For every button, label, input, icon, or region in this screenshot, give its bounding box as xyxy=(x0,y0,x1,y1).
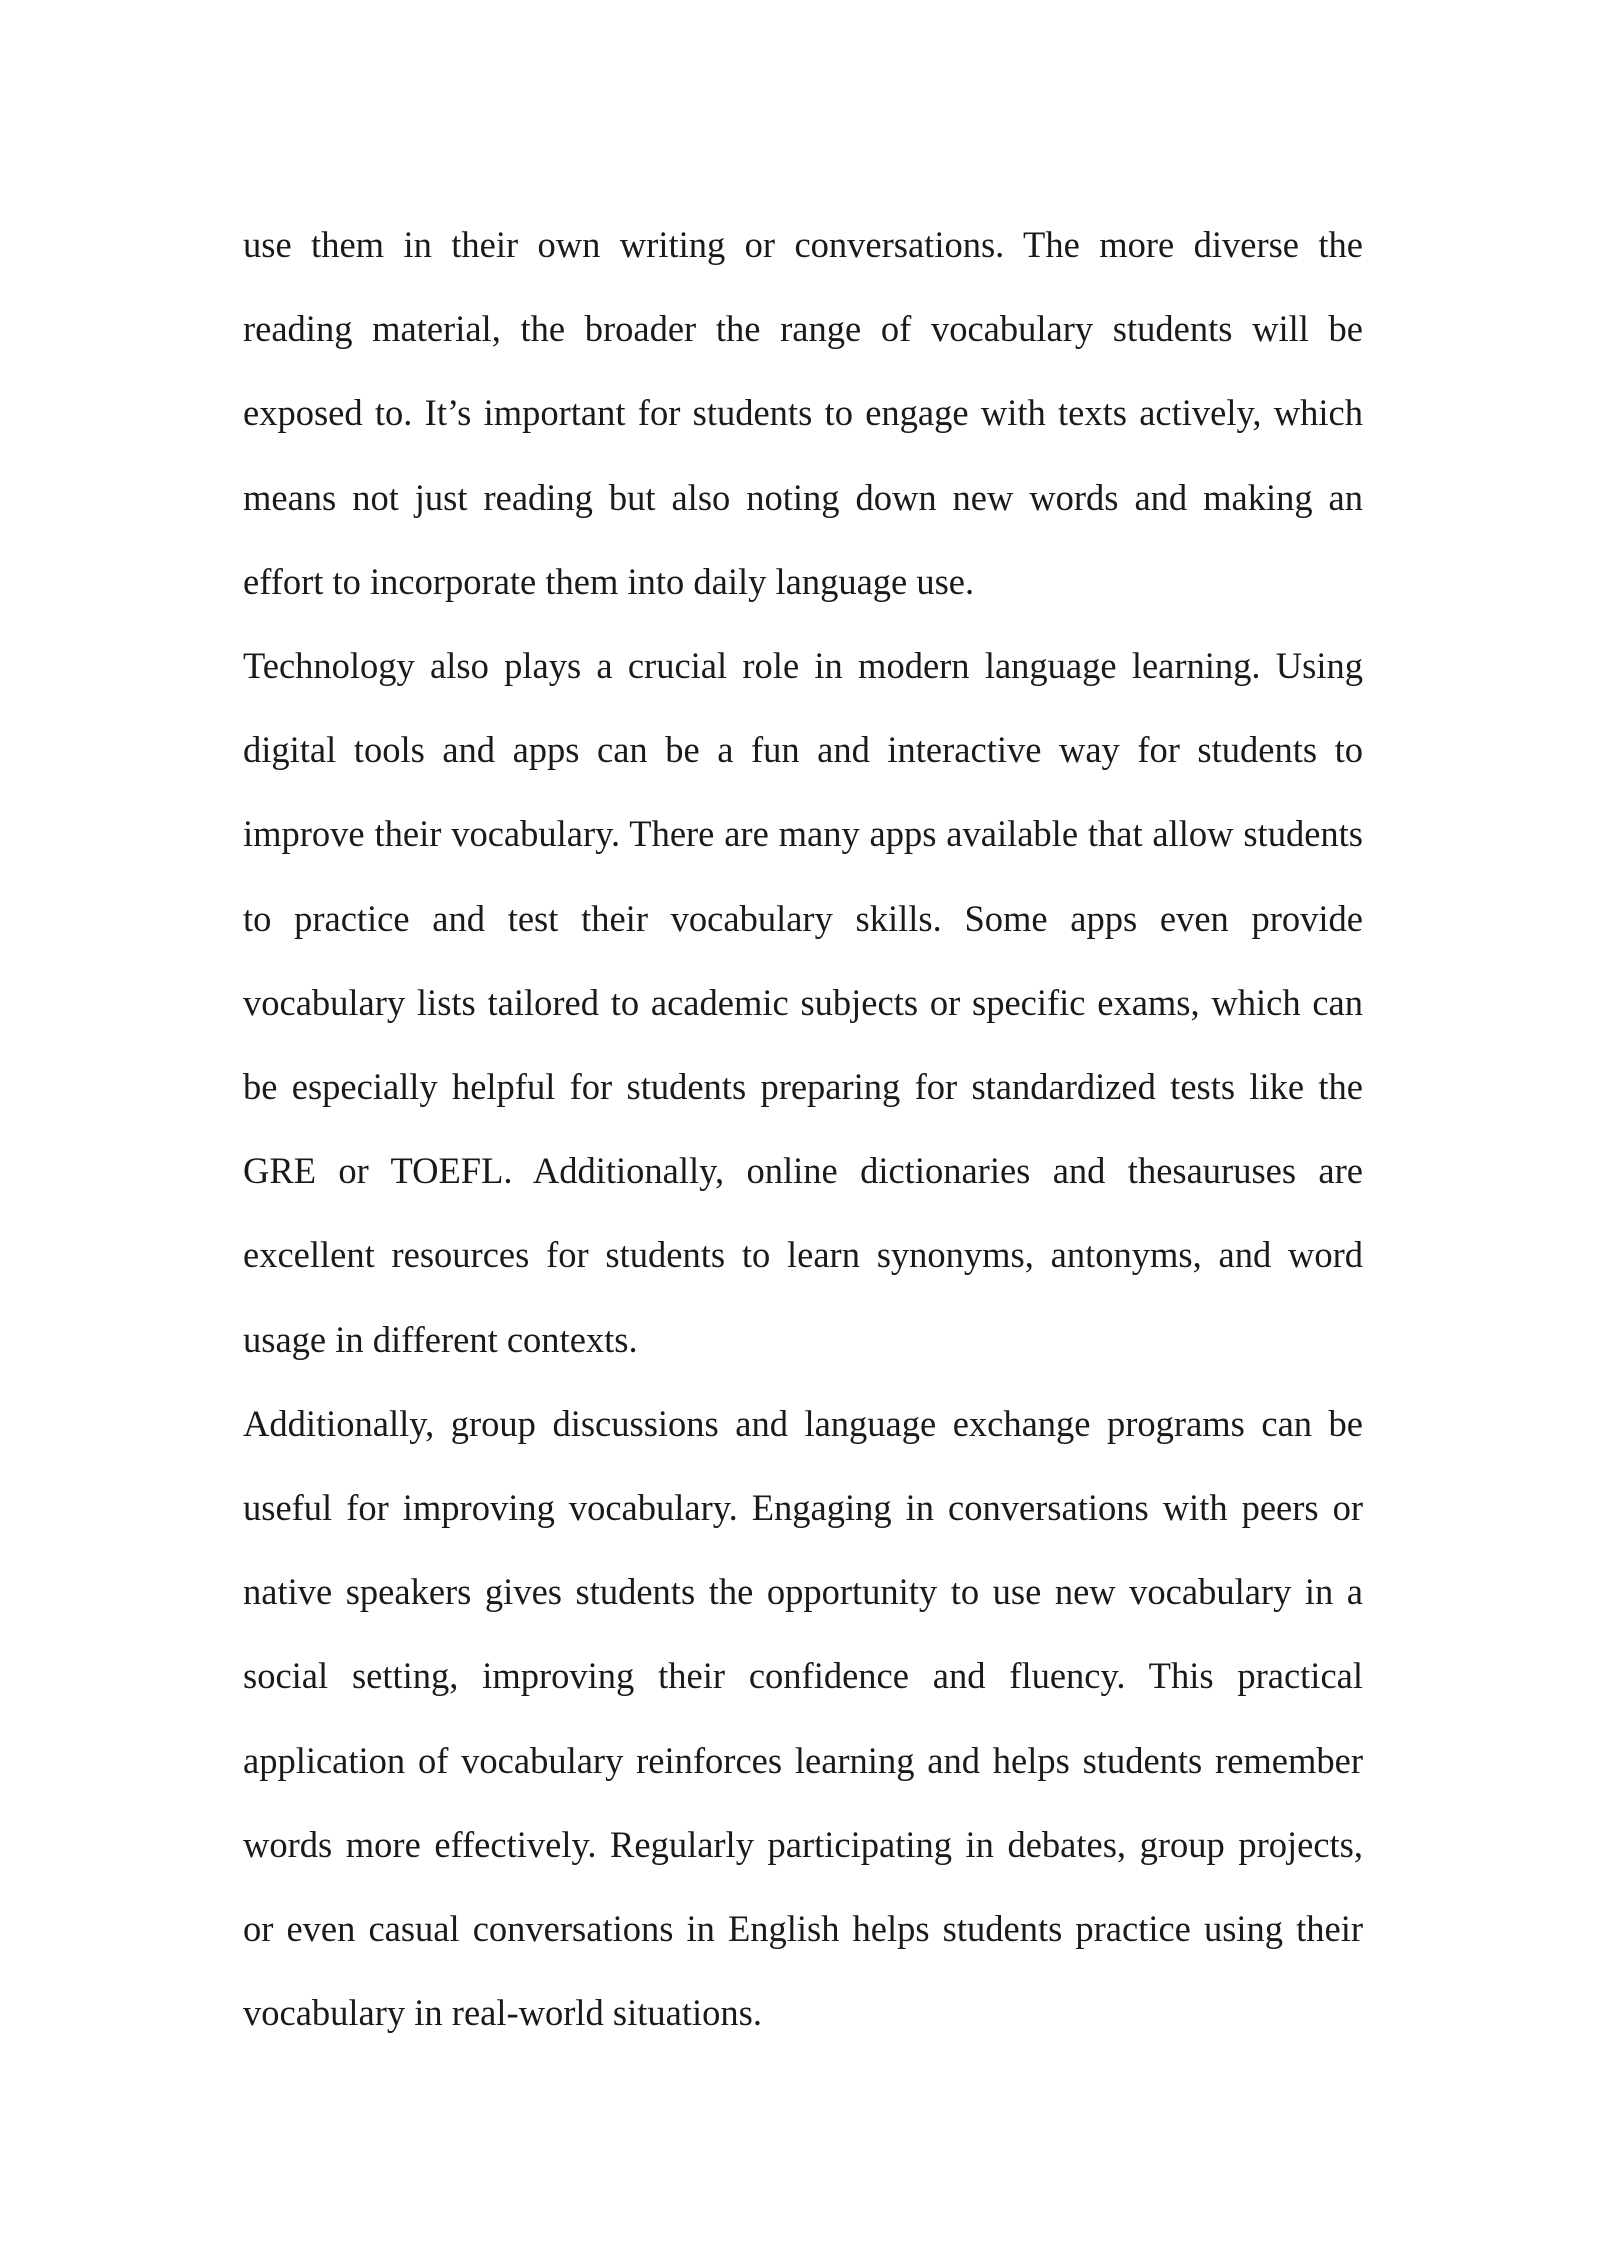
document-body xyxy=(243,203,1363,2055)
paragraph-reading-material: use them in their own writing or conversations. The more diverse the reading material, the broader the range of vocabulary students will be exposed to. It’s important for students to engage with texts actively, which means not just reading but also noting down new words and making an effort to incorporate them into daily language use. xyxy=(243,224,1363,602)
paragraph-group-discussions: Additionally, group discussions and language exchange programs can be useful for improving vocabulary. Engaging in conversations with peers or native speakers gives students the opportunity to use new vocabulary in a social setting, improving their confidence and fluency. This practical application of vocabulary reinforces learning and helps students remember words more effectively. Regularly participating in debates, group projects, or even casual conversations in English helps students practice using their vocabulary in real-world situations. xyxy=(243,1402,1363,2034)
paragraph-technology: Technology also plays a crucial role in modern language learning. Using digital tools and apps can be a fun and interactive way for students to improve their vocabulary. There are many apps available that allow students to practice and test their vocabulary skills. Some apps even provide vocabulary lists tailored to academic subjects or specific exams, which can be especially helpful for students preparing for standardized tests like the GRE or TOEFL. Additionally, online dictionaries and thesauruses are excellent resources for students to learn synonyms, antonyms, and word usage in different contexts. xyxy=(243,645,1363,1360)
